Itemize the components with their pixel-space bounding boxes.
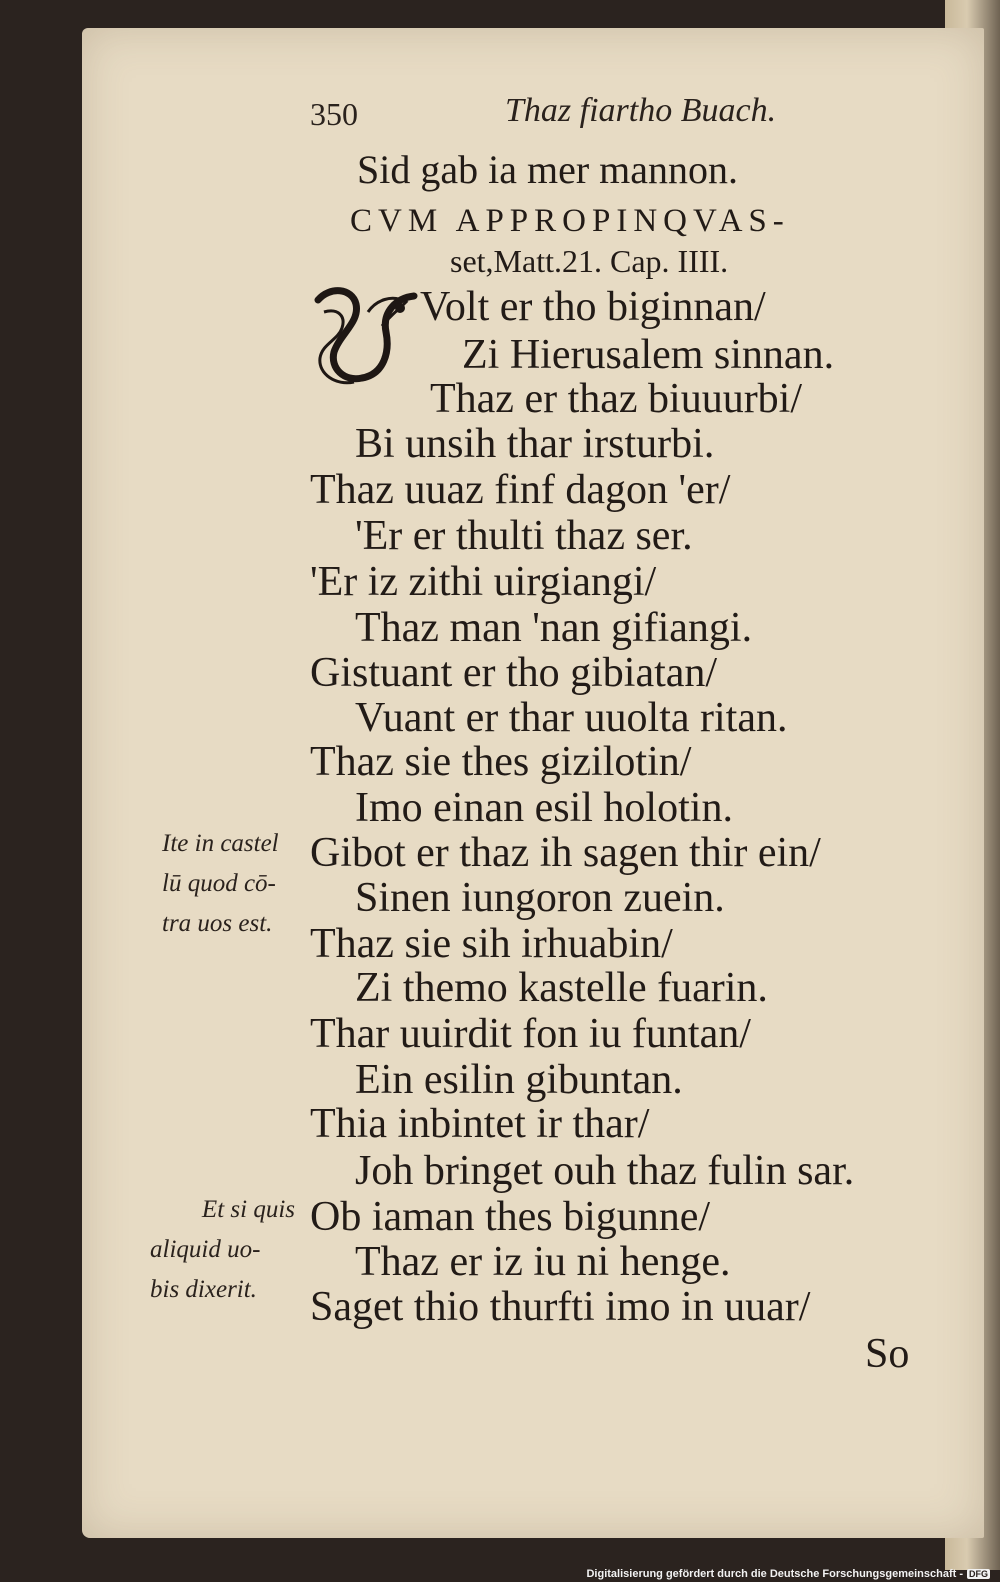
chapter-heading: CVM APPROPINQVAS-	[350, 203, 790, 239]
text-line: Gibot er thaz ih sagen thir ein/	[310, 830, 821, 876]
decorative-initial-v-icon	[310, 282, 420, 392]
text-line: Gistuant er tho gibiatan/	[310, 650, 718, 696]
running-title: Thaz fiartho Buach.	[505, 92, 777, 129]
text-line: Thaz sie sih irhuabin/	[310, 921, 673, 967]
text-line: Joh bringet ouh thaz fulin sar.	[355, 1148, 855, 1194]
credit-text: Digitalisierung gefördert durch die Deutsche Forschungsgemeinschaft -	[586, 1568, 963, 1580]
text-line: Zi themo kastelle fuarin.	[355, 965, 768, 1011]
running-header	[300, 92, 820, 138]
text-line: Thaz man 'nan gifiangi.	[355, 605, 753, 651]
margin-note: tra uos est.	[162, 910, 273, 937]
dfg-logo: DFG	[969, 1569, 988, 1579]
text-line: Sid gab ia mer mannon.	[357, 147, 739, 192]
text-line: Ob iaman thes bigunne/	[310, 1194, 711, 1240]
text-line: Saget thio thurfti imo in uuar/	[310, 1284, 811, 1330]
text-line: 'Er er thulti thaz ser.	[355, 513, 693, 559]
margin-note: bis dixerit.	[150, 1276, 257, 1303]
text-line: Thaz uuaz finf dagon 'er/	[310, 467, 731, 513]
text-line: 'Er iz zithi uirgiangi/	[310, 559, 657, 605]
text-line: Sinen iungoron zuein.	[355, 875, 725, 921]
text-line: Thaz sie thes gizilotin/	[310, 739, 692, 785]
text-line: Vuant er thar uuolta ritan.	[355, 695, 788, 741]
margin-note: aliquid uo-	[150, 1236, 261, 1263]
text-line: Thaz er thaz biuuurbi/	[430, 376, 803, 422]
digitization-credit	[586, 1567, 990, 1581]
text-line: Zi Hierusalem sinnan.	[462, 332, 835, 378]
margin-note: lū quod cō-	[162, 870, 276, 897]
catchword: So	[865, 1331, 910, 1377]
text-line: Thia inbintet ir thar/	[310, 1101, 650, 1147]
text-line: Bi unsih thar irsturbi.	[355, 421, 715, 467]
text-line: Ein esilin gibuntan.	[355, 1057, 683, 1103]
page-number: 350	[310, 96, 358, 132]
text-line: Imo einan esil holotin.	[355, 785, 733, 831]
text-line: Thar uuirdit fon iu funtan/	[310, 1011, 751, 1057]
chapter-subheading: set,Matt.21. Cap. IIII.	[450, 243, 729, 279]
text-line: Volt er tho biginnan/	[420, 284, 766, 330]
margin-note: Et si quis	[201, 1196, 295, 1223]
text-line: Thaz er iz iu ni henge.	[355, 1239, 731, 1285]
margin-note: Ite in castel	[162, 830, 279, 857]
